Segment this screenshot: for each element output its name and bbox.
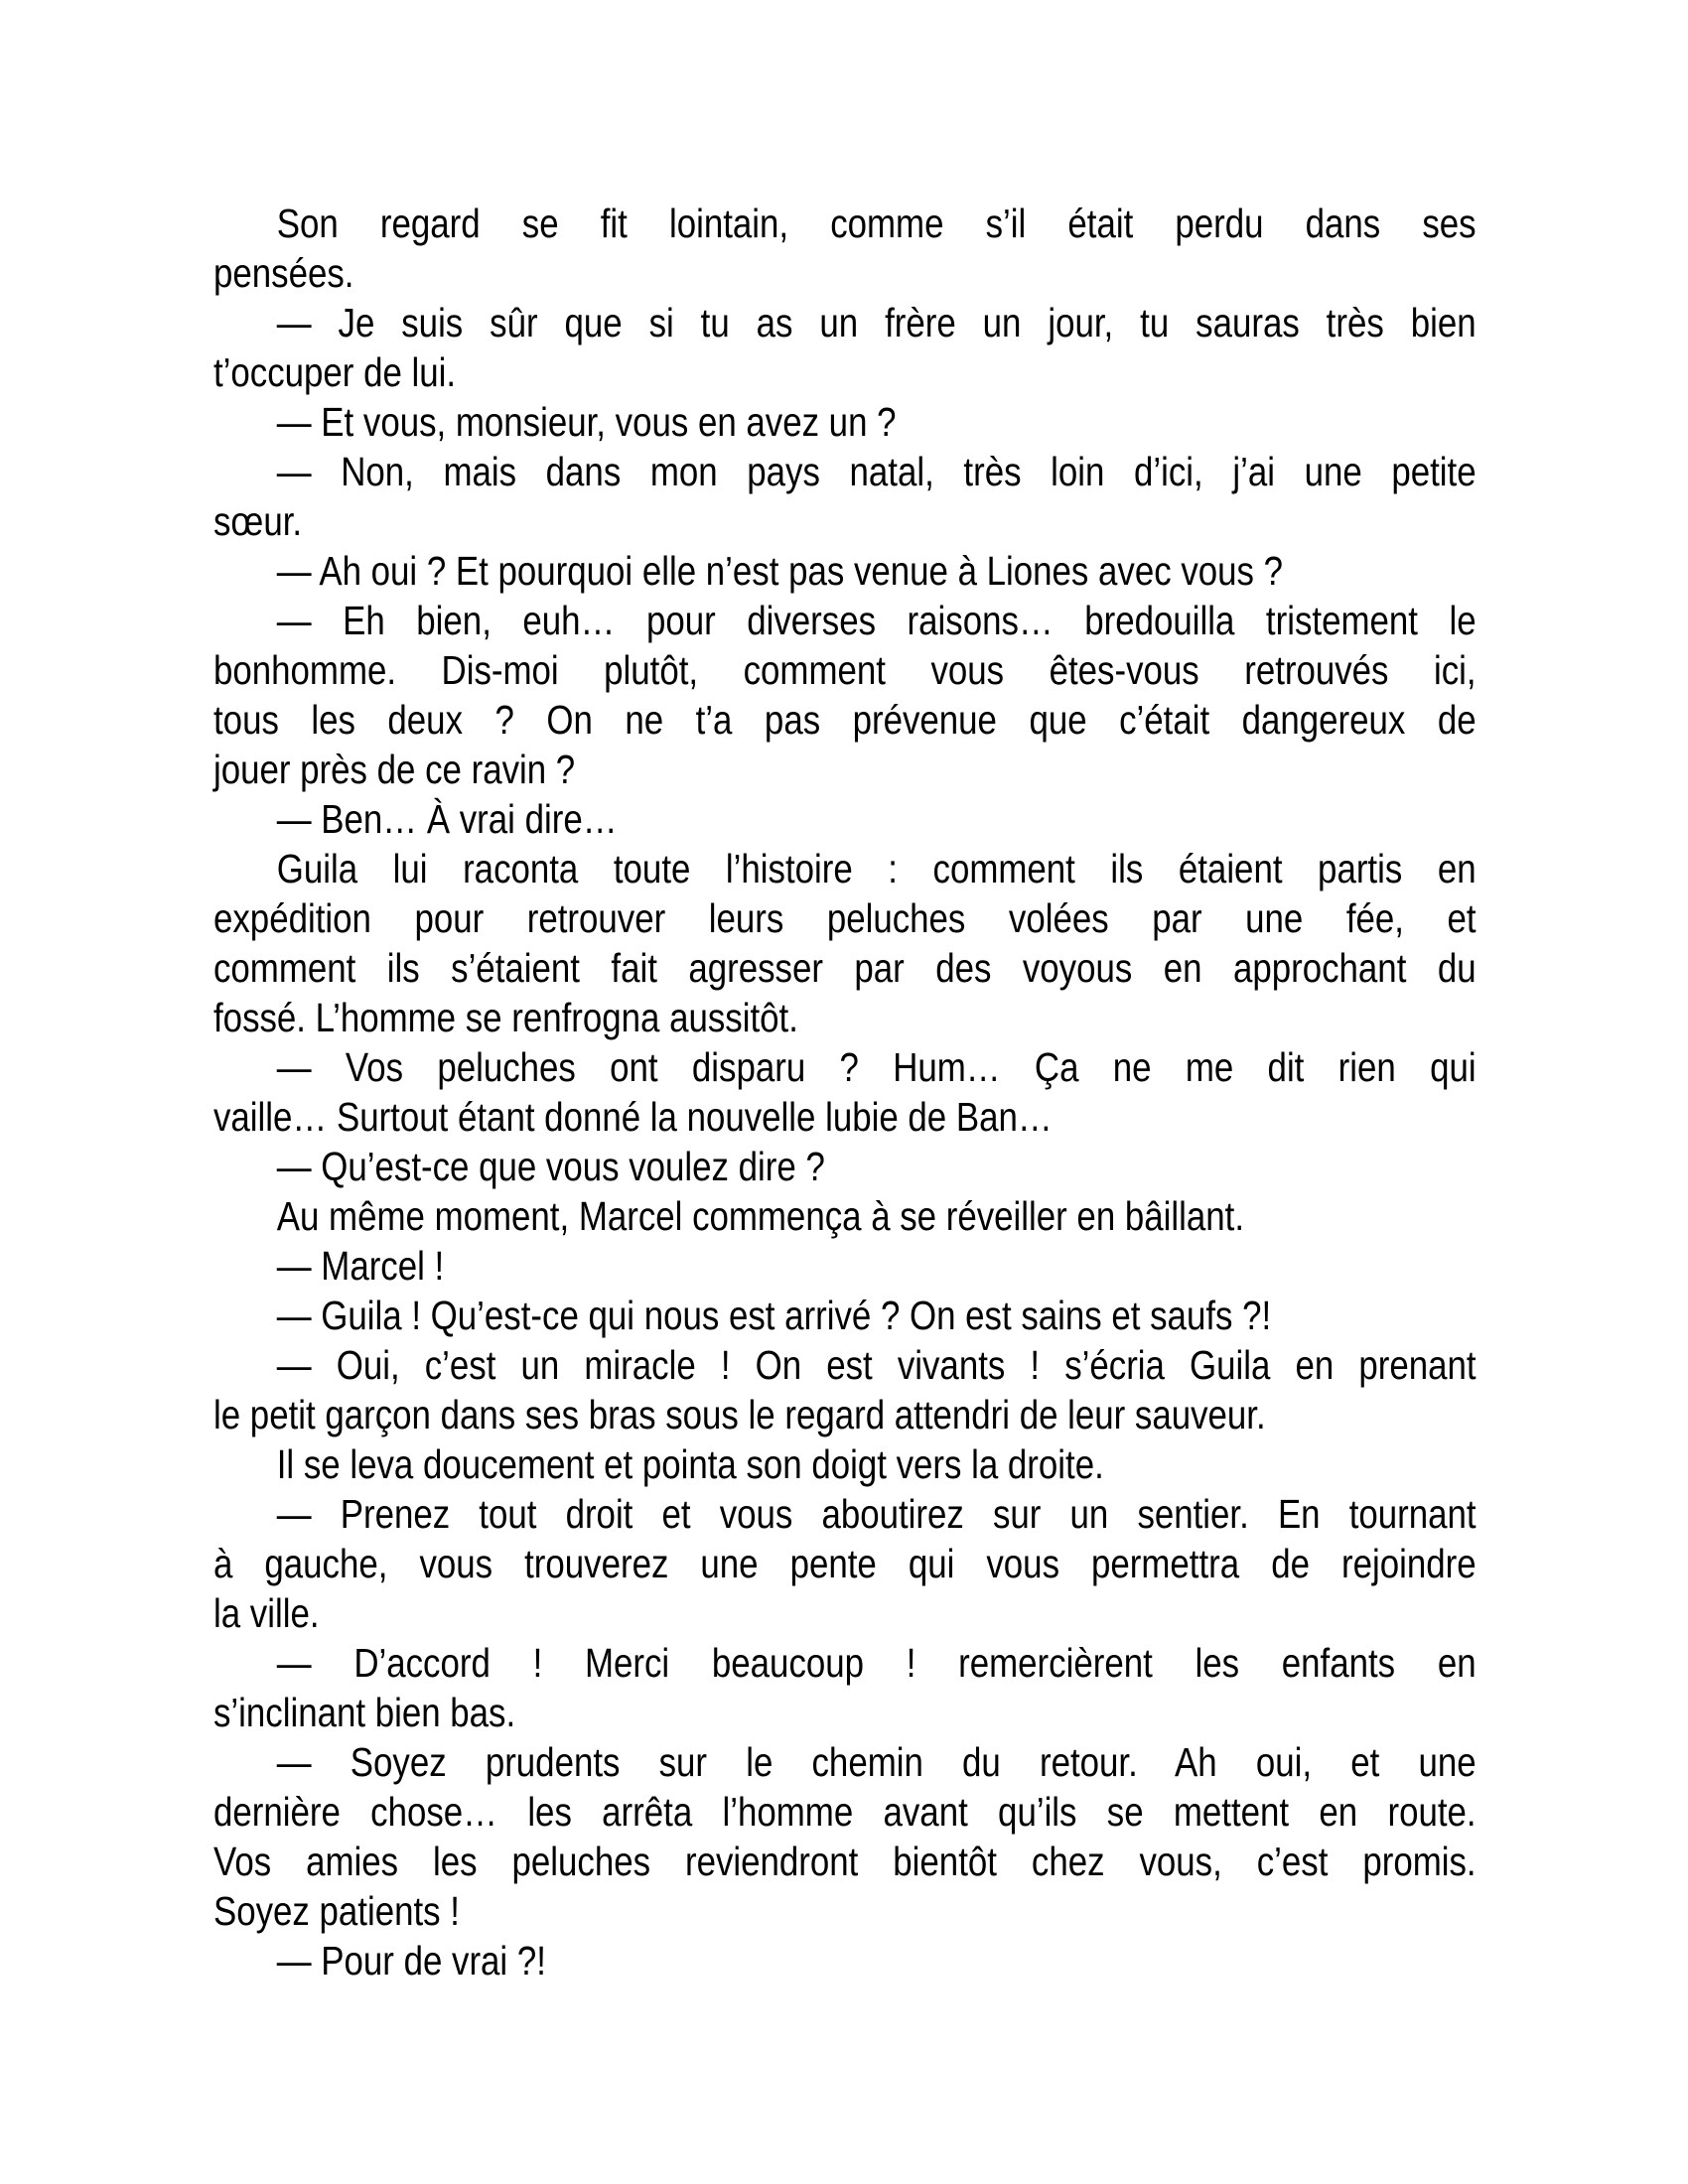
text-line: — Non, mais dans mon pays natal, très loin d’ici, j’ai une petite <box>276 449 1477 494</box>
text-line: Guila lui raconta toute l’histoire : comment ils étaient partis en <box>276 846 1477 891</box>
text-line: — Je suis sûr que si tu as un frère un jour, tu sauras très bien <box>276 300 1477 345</box>
text-line: tous les deux ? On ne t’a pas prévenue que c’était dangereux de <box>213 697 1477 743</box>
text-line: fossé. L’homme se renfrogna aussitôt. <box>213 995 798 1040</box>
text-line: — Eh bien, euh… pour diverses raisons… bredouilla tristement le <box>276 598 1477 643</box>
text-line: t’occuper de lui. <box>213 349 457 395</box>
paragraph <box>213 1439 1477 1489</box>
paragraph <box>213 1638 1477 1737</box>
page-text <box>213 199 1477 1985</box>
text-line: — Oui, c’est un miracle ! On est vivants ! s’écria Guila en prenant <box>276 1342 1477 1388</box>
text-line: — Pour de vrai ?! <box>276 1938 546 1983</box>
text-line: — Marcel ! <box>276 1243 445 1289</box>
text-line: Vos amies les peluches reviendront bientôt chez vous, c’est promis. <box>213 1839 1477 1884</box>
text-line: la ville. <box>213 1590 320 1636</box>
text-line: Son regard se fit lointain, comme s’il était perdu dans ses <box>276 201 1477 246</box>
text-line: le petit garçon dans ses bras sous le regard attendri de leur sauveur. <box>213 1392 1266 1437</box>
text-line: — Ah oui ? Et pourquoi elle n’est pas venue à Liones avec vous ? <box>276 548 1284 594</box>
paragraph <box>213 1936 1477 1985</box>
paragraph <box>213 397 1477 447</box>
paragraph <box>213 1291 1477 1340</box>
text-line: dernière chose… les arrêta l’homme avant qu’ils se mettent en route. <box>213 1789 1477 1835</box>
text-line: bonhomme. Dis-moi plutôt, comment vous êtes-vous retrouvés ici, <box>213 647 1477 693</box>
paragraph <box>213 1489 1477 1638</box>
text-line: expédition pour retrouver leurs peluches volées par une fée, et <box>213 895 1477 941</box>
paragraph <box>213 1042 1477 1142</box>
text-line: — Vos peluches ont disparu ? Hum… Ça ne me dit rien qui <box>276 1044 1477 1090</box>
text-line: — Guila ! Qu’est-ce qui nous est arrivé ? On est sains et saufs ?! <box>276 1293 1272 1338</box>
paragraph <box>213 1737 1477 1936</box>
text-line: Soyez patients ! <box>213 1888 460 1934</box>
text-line: sœur. <box>213 498 303 544</box>
text-line: vaille… Surtout étant donné la nouvelle lubie de Ban… <box>213 1094 1053 1140</box>
text-line: — Prenez tout droit et vous aboutirez sur un sentier. En tournant <box>276 1491 1477 1537</box>
text-line: — Qu’est-ce que vous voulez dire ? <box>276 1144 825 1189</box>
paragraph <box>213 1191 1477 1241</box>
text-line: — D’accord ! Merci beaucoup ! remercièrent les enfants en <box>276 1640 1477 1686</box>
text-line: Au même moment, Marcel commença à se réveiller en bâillant. <box>276 1193 1245 1239</box>
paragraph <box>213 1142 1477 1191</box>
paragraph <box>213 844 1477 1042</box>
paragraph <box>213 546 1477 596</box>
paragraph <box>213 1241 1477 1291</box>
text-line: pensées. <box>213 250 354 296</box>
text-line: — Soyez prudents sur le chemin du retour. Ah oui, et une <box>276 1739 1477 1785</box>
text-line: — Ben… À vrai dire… <box>276 796 618 842</box>
paragraph <box>213 447 1477 546</box>
paragraph <box>213 1340 1477 1439</box>
text-line: — Et vous, monsieur, vous en avez un ? <box>276 399 897 445</box>
text-line: à gauche, vous trouverez une pente qui vous permettra de rejoindre <box>213 1541 1477 1586</box>
paragraph <box>213 596 1477 794</box>
paragraph <box>213 298 1477 397</box>
text-line: comment ils s’étaient fait agresser par des voyous en approchant du <box>213 945 1477 991</box>
text-line: Il se leva doucement et pointa son doigt vers la droite. <box>276 1441 1104 1487</box>
text-line: jouer près de ce ravin ? <box>213 747 576 792</box>
text-line: s’inclinant bien bas. <box>213 1690 516 1735</box>
paragraph <box>213 199 1477 298</box>
paragraph <box>213 794 1477 844</box>
